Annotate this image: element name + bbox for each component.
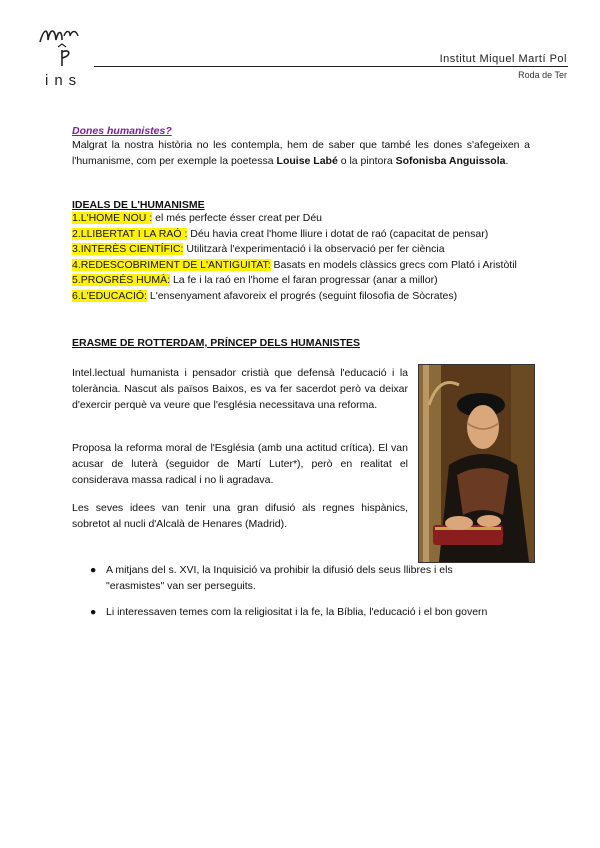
erasme-paragraph-1: Intel.lectual humanista i pensador cristià que defensà l'educació i la tolerància. Nascut als països Baixos, es va fer sacerdot però va deixar d'exercir perquè va veure que l'església necessitava una reforma. <box>72 367 408 411</box>
ideal-item <box>72 289 542 305</box>
dones-paragraph: Malgrat la nostra història no les contempla, hem de saber que també les dones s'afegeixen a l'humanisme, com per exemple la poetessa Louise Labé o la pintora Sofonisba Anguissola. <box>72 139 530 167</box>
ideal-text: La fe i la raó en l'home el faran progressar (anar a millor) <box>170 274 438 286</box>
ideal-label: 1.L'HOME NOU : <box>72 212 153 224</box>
ideal-label: 5.PROGRÉS HUMÀ: <box>72 274 171 286</box>
ideal-text: el més perfecte ésser creat per Déu <box>152 212 323 224</box>
ideal-item <box>72 258 542 274</box>
ideals-title: IDEALS DE L'HUMANISME <box>72 199 205 211</box>
header-divider <box>94 66 568 67</box>
ideal-text: L'ensenyament afavoreix el progrés (seguint filosofia de Sòcrates) <box>146 289 458 302</box>
institute-name: Institut Miquel Martí Pol <box>439 53 567 65</box>
ideal-item <box>72 211 542 227</box>
erasme-paragraph-3: Les seves idees van tenir una gran difusió als regnes hispànics, sobretot al nucli d'Alcalà de Henares (Madrid). <box>72 502 408 530</box>
school-logo <box>38 20 94 68</box>
dones-title: Dones humanistes? <box>72 125 172 137</box>
bullet-dot-icon: ● <box>90 564 97 576</box>
dones-section <box>72 125 530 169</box>
bullet-dot-icon: ● <box>90 606 97 618</box>
bullet-item: ● Li interessaven temes com la religiositat i la fe, la Bíblia, l'educació i el bon govern <box>90 606 488 618</box>
ideal-label: 6.L'EDUCACIÓ: <box>72 289 147 302</box>
ideal-text: Utilitzarà l'experimentació i la observació per fer ciència <box>183 243 445 255</box>
institute-place: Roda de Ter <box>518 70 567 80</box>
ideal-item <box>72 242 542 258</box>
name-louise-labe: Louise Labé <box>276 155 338 167</box>
erasme-paragraph-2: Proposa la reforma moral de l'Església (amb una actitud crítica). El van acusar de luterà (seguidor de Martí Luter*), però en realitat el considerava massa radical i no li agradava. <box>72 442 408 486</box>
ideals-section <box>72 199 542 304</box>
logo-text: ins <box>45 72 83 89</box>
bullet-item: ● A mitjans del s. XVI, la Inquisició va prohibir la difusió dels seus llibres i els "erasmistes" van ser perseguits. <box>90 564 453 592</box>
ideals-list <box>72 211 542 304</box>
ideal-item <box>72 273 542 289</box>
ideal-label: 2.LLIBERTAT I LA RAÓ : <box>72 227 188 240</box>
ideal-label: 3.INTERÈS CIENTÍFIC: <box>72 243 184 255</box>
ideal-label: 4.REDESCOBRIMENT DE L'ANTIGUITAT: <box>72 258 271 271</box>
ideal-item <box>72 227 542 243</box>
name-sofonisba: Sofonisba Anguissola <box>395 155 506 167</box>
erasme-title: ERASME DE ROTTERDAM, PRÍNCEP DELS HUMANISTES <box>72 337 360 349</box>
erasme-bullet-list <box>72 562 492 620</box>
ideal-text: Basats en models clàssics grecs com Plató i Aristòtil <box>270 258 517 271</box>
erasmus-portrait-image <box>418 364 535 563</box>
ideal-text: Déu havia creat l'home lliure i dotat de raó (capacitat de pensar) <box>187 227 489 240</box>
